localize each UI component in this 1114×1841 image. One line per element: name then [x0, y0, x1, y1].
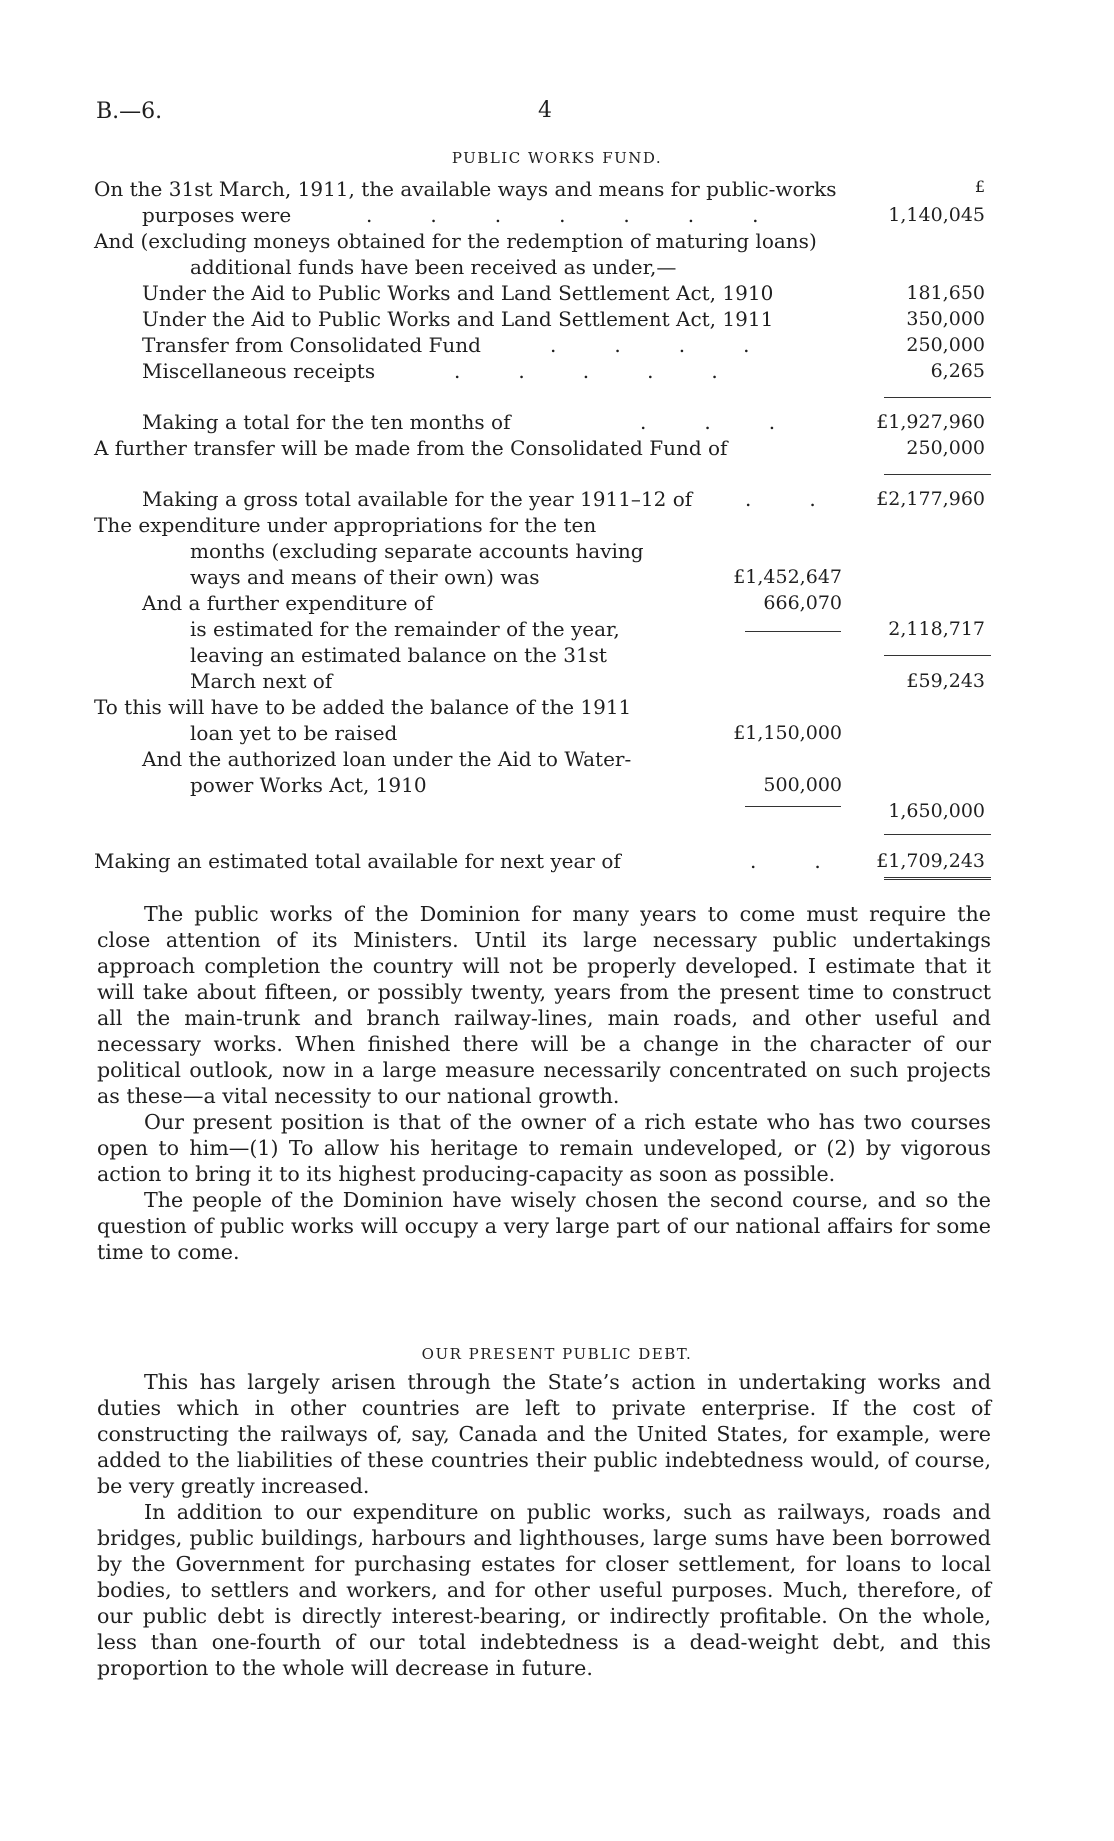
further-expenditure-line: And a further expenditure of	[142, 591, 434, 615]
column-rule	[745, 631, 841, 632]
additional-line-1: And (excluding moneys obtained for the redemption of maturing loans)	[94, 229, 817, 253]
receipt-amount: 350,000	[906, 308, 985, 330]
leader-dots: ...	[640, 410, 834, 434]
final-total-amount: £1,709,243	[876, 850, 985, 872]
gross-total-label: Making a gross total available for the year 1911–12 of	[142, 487, 693, 511]
receipt-label: Transfer from Consolidated Fund	[142, 333, 481, 357]
leader-dots: .....	[454, 359, 776, 383]
paragraph: The public works of the Dominion for many years to come must require the close attention of its Ministers. Until its large necessary public undertakings approach completion the country will not be properly developed. I estimate that it will take about fifteen, or possibly twenty, years from the present time to construct all the main-trunk and branch railway-lines, main roads, and other useful and necessary works. When finished there will be a change in the character of our political outlook, now in a large measure necessarily concentrated on such projects as these—a vital necessity to our national growth.	[97, 902, 991, 1108]
loan-amount: £1,150,000	[733, 722, 842, 744]
page-number: 4	[538, 98, 552, 123]
further-expenditure-line: March next of	[190, 669, 333, 693]
subtotal-rule	[884, 397, 991, 398]
further-expenditure-line: leaving an estimated balance on the 31st	[190, 643, 607, 667]
receipt-amount: 6,265	[930, 360, 985, 382]
total-double-rule	[884, 877, 991, 880]
balance-amount: £59,243	[906, 670, 985, 692]
further-expenditure-line: is estimated for the remainder of the year,	[190, 617, 620, 641]
further-transfer-amount: 250,000	[906, 437, 985, 459]
loan-line: loan yet to be raised	[190, 721, 398, 745]
expenditure-amount: £1,452,647	[733, 566, 842, 588]
ten-month-total-label: Making a total for the ten months of	[142, 410, 511, 434]
receipt-label: Under the Aid to Public Works and Land Settlement Act, 1910	[142, 281, 774, 305]
subtotal-rule	[884, 655, 991, 656]
opening-amount: 1,140,045	[888, 204, 985, 226]
waterpower-amount: 500,000	[763, 774, 842, 796]
receipt-label: Miscellaneous receipts	[142, 359, 376, 383]
paragraph: The people of the Dominion have wisely chosen the second course, and so the question of public works will occupy a very large part of our national affairs for some time to come.	[97, 1188, 991, 1264]
opening-line-1: On the 31st March, 1911, the available ways and means for public-works	[94, 177, 837, 201]
expenditure-total: 2,118,717	[888, 618, 985, 640]
receipt-amount: 250,000	[906, 334, 985, 356]
expenditure-line: The expenditure under appropriations for the ten	[94, 513, 597, 537]
expenditure-line: ways and means of their own) was	[190, 565, 540, 589]
gross-total-amount: £2,177,960	[876, 488, 985, 510]
paragraph: This has largely arisen through the State’s action in undertaking works and duties which in other countries are left to private enterprise. If the cost of constructing the railways of, say, Canada and the United States, for example, were added to the liabilities of these countries their public indebtedness would, of course, be very greatly increased.	[97, 1370, 991, 1498]
loans-total: 1,650,000	[888, 800, 985, 822]
section-title-public-debt: OUR PRESENT PUBLIC DEBT.	[421, 1345, 693, 1363]
subtotal-rule	[884, 474, 991, 475]
section-title-public-works: PUBLIC WORKS FUND.	[451, 149, 663, 167]
further-transfer-label: A further transfer will be made from the Consolidated Fund of	[94, 436, 728, 460]
loan-line: To this will have to be added the balance of the 1911	[94, 695, 632, 719]
leader-dots: .......	[366, 203, 817, 227]
expenditure-line: months (excluding separate accounts having	[190, 539, 644, 563]
receipt-label: Under the Aid to Public Works and Land Settlement Act, 1911	[142, 307, 774, 331]
opening-line-2: purposes were	[142, 203, 292, 227]
debt-narrative	[97, 1369, 991, 1681]
ten-month-total-amount: £1,927,960	[876, 411, 985, 433]
column-rule	[745, 806, 841, 807]
subtotal-rule	[884, 834, 991, 835]
final-total-label: Making an estimated total available for next year of	[94, 849, 621, 873]
waterpower-line: power Works Act, 1910	[190, 773, 427, 797]
paragraph: Our present position is that of the owner of a rich estate who has two courses open to him—(1) To allow his heritage to remain undeveloped, or (2) by vigorous action to bring it to its highest producing-capacity as soon as possible.	[97, 1110, 991, 1186]
receipt-amount: 181,650	[906, 282, 985, 304]
works-narrative	[97, 901, 991, 1265]
additional-line-2: additional funds have been received as under,—	[190, 255, 677, 279]
leader-dots: ..	[745, 487, 874, 511]
further-expenditure-amount: 666,070	[763, 592, 842, 614]
leader-dots: ..	[750, 849, 879, 873]
waterpower-line: And the authorized loan under the Aid to Water-	[142, 747, 632, 771]
leader-dots: ....	[550, 333, 808, 357]
report-reference: B.—6.	[96, 99, 163, 124]
paragraph: In addition to our expenditure on public works, such as railways, roads and bridges, public buildings, harbours and lighthouses, large sums have been borrowed by the Government for purchasing estates for closer settlement, for loans to local bodies, to settlers and workers, and for other useful purposes. Much, therefore, of our public debt is directly interest-bearing, or indirectly profitable. On the whole, less than one-fourth of our total indebtedness is a dead-weight debt, and this proportion to the whole will decrease in future.	[97, 1500, 991, 1680]
currency-header: £	[974, 177, 985, 196]
